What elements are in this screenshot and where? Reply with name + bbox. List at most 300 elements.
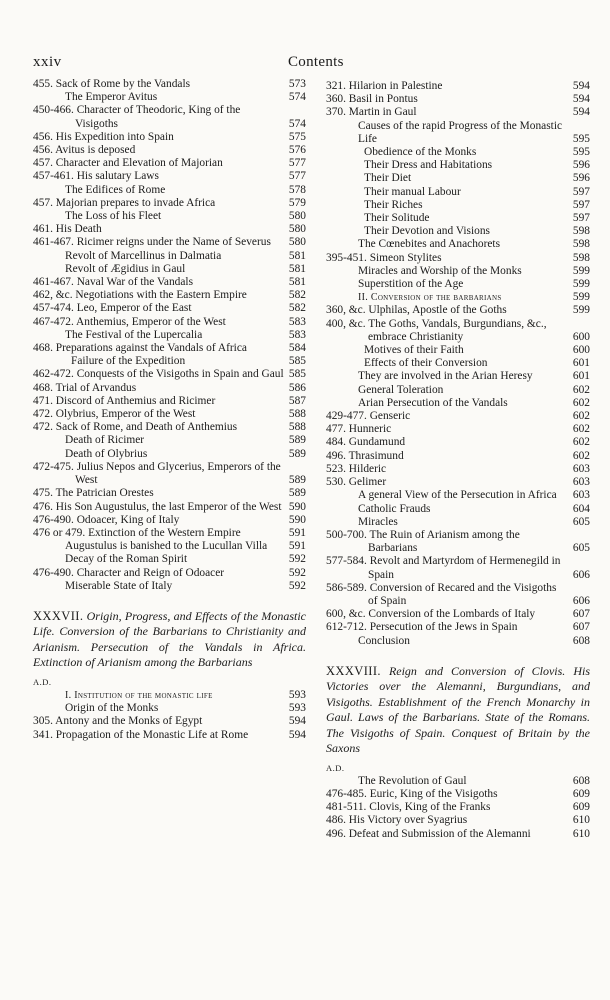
toc-entry-page: 598 xyxy=(572,238,590,251)
toc-entry-page: 600 xyxy=(572,330,590,343)
toc-entry-text xyxy=(33,342,306,355)
toc-entry-date: 484. xyxy=(326,436,346,449)
toc-entry-page: 603 xyxy=(572,489,590,502)
toc-entry-page: 599 xyxy=(572,291,590,304)
toc-entry-date: 472. xyxy=(33,421,53,434)
toc-entry-page: 610 xyxy=(572,827,590,840)
toc-entry-title: Preparations against the Vandals of Africa xyxy=(55,342,247,355)
toc-entry-text xyxy=(33,184,306,197)
toc-entry xyxy=(326,199,590,212)
toc-entry-date: 500-700. xyxy=(326,528,367,541)
toc-entry-page: 602 xyxy=(572,410,590,423)
toc-entry-date: 586-589. xyxy=(326,581,367,594)
toc-entry-page: 585 xyxy=(288,355,306,368)
toc-entry xyxy=(326,529,590,555)
toc-entry-date: 461-467. xyxy=(33,276,74,289)
toc-entry-date: 477. xyxy=(326,423,346,436)
toc-entry-text xyxy=(33,421,306,434)
toc-entry-text xyxy=(33,501,306,514)
toc-entry-page: 608 xyxy=(572,634,590,647)
toc-entry-page: 581 xyxy=(288,249,306,262)
toc-entry xyxy=(33,91,306,104)
toc-entry xyxy=(33,210,306,223)
toc-entry xyxy=(33,540,306,553)
toc-entry-text xyxy=(326,159,590,172)
toc-entry-page: 589 xyxy=(288,474,306,487)
toc-entry-text xyxy=(326,516,590,529)
toc-list-left xyxy=(33,78,306,593)
toc-entry-date: 400, &c. xyxy=(326,317,366,330)
toc-entry-title: The Loss of his Fleet xyxy=(65,210,162,223)
toc-entry xyxy=(33,157,306,170)
toc-entry-text xyxy=(33,382,306,395)
toc-entry-text xyxy=(326,106,590,119)
toc-entry-title: Olybrius, Emperor of the West xyxy=(55,408,196,421)
toc-entry-text xyxy=(326,775,590,788)
toc-entry-title: Gelimer xyxy=(348,476,387,489)
toc-entry-text xyxy=(326,318,590,344)
toc-entry-text xyxy=(33,689,306,702)
toc-entry xyxy=(326,555,590,581)
toc-entry-page: 590 xyxy=(288,513,306,526)
toc-entry-text xyxy=(33,487,306,500)
toc-entry-date: 341. xyxy=(33,728,53,741)
toc-entry-title: Hilarion in Palestine xyxy=(348,80,443,92)
toc-entry-date: 395-451. xyxy=(326,251,367,264)
toc-entry-title: Simeon Stylites xyxy=(369,251,442,264)
toc-entry-page: 605 xyxy=(572,542,590,555)
toc-entry-text xyxy=(326,410,590,423)
toc-entry xyxy=(326,159,590,172)
toc-entry xyxy=(33,289,306,302)
toc-entry-title: Decay of the Roman Spirit xyxy=(65,553,188,566)
toc-entry-title: Their manual Labour xyxy=(364,185,461,198)
toc-entry-date: 472. xyxy=(33,408,53,421)
toc-entry xyxy=(33,342,306,355)
toc-entry-text xyxy=(326,384,590,397)
toc-entry xyxy=(33,355,306,368)
toc-entry xyxy=(326,278,590,291)
toc-entry xyxy=(326,318,590,344)
toc-entry xyxy=(326,291,590,304)
toc-entry-date: 471. xyxy=(33,394,53,407)
toc-entry-page: 576 xyxy=(288,144,306,157)
toc-entry-date: 612-712. xyxy=(326,621,367,634)
toc-entry-text xyxy=(326,291,590,304)
toc-entry-text xyxy=(33,540,306,553)
toc-entry-page: 582 xyxy=(288,289,306,302)
toc-entry xyxy=(326,265,590,278)
toc-entry xyxy=(33,131,306,144)
toc-entry-page: 580 xyxy=(288,223,306,236)
toc-entry xyxy=(33,316,306,329)
right-column xyxy=(326,80,590,841)
toc-entry-page: 601 xyxy=(572,357,590,370)
toc-entry-text xyxy=(326,212,590,225)
toc-entry-text xyxy=(326,278,590,291)
toc-entry xyxy=(33,434,306,447)
toc-entry-text xyxy=(326,814,590,827)
toc-entry xyxy=(326,436,590,449)
toc-entry-page: 589 xyxy=(288,447,306,460)
toc-entry xyxy=(33,382,306,395)
toc-entry-page: 600 xyxy=(572,344,590,357)
toc-entry-page: 591 xyxy=(288,526,306,539)
toc-entry-text xyxy=(326,450,590,463)
toc-entry-text xyxy=(326,120,590,146)
toc-entry xyxy=(326,93,590,106)
toc-entry-text xyxy=(33,329,306,342)
toc-entry-title: His Expedition into Spain xyxy=(55,130,174,143)
toc-entry-title: Miracles and Worship of the Monks xyxy=(358,264,522,277)
toc-entry xyxy=(33,580,306,593)
toc-entry-page: 602 xyxy=(572,383,590,396)
toc-entry xyxy=(326,357,590,370)
toc-entry-text xyxy=(33,316,306,329)
toc-entry-text xyxy=(33,729,306,742)
toc-entry-title: The Edifices of Rome xyxy=(65,183,166,196)
toc-entry xyxy=(33,184,306,197)
toc-entry-page: 594 xyxy=(288,715,306,728)
toc-entry-text xyxy=(326,304,590,317)
toc-list-chapter-38 xyxy=(326,775,590,841)
toc-entry-page: 581 xyxy=(288,262,306,275)
toc-entry xyxy=(326,106,590,119)
toc-entry-title: Antony and the Monks of Egypt xyxy=(55,715,203,728)
toc-entry xyxy=(326,621,590,634)
toc-entry-title: Trial of Arvandus xyxy=(55,381,137,394)
toc-entry-title: Their Solitude xyxy=(364,212,430,225)
toc-entry-title: Propagation of the Monastic Life at Rome xyxy=(55,728,249,741)
toc-entry-title: His salutary Laws xyxy=(76,170,159,183)
toc-entry xyxy=(33,461,306,487)
toc-entry-title: Miserable State of Italy xyxy=(65,579,173,592)
toc-entry-text xyxy=(33,567,306,580)
toc-entry-page: 592 xyxy=(288,579,306,592)
toc-entry-title: Avitus is deposed xyxy=(55,144,136,157)
toc-entry-text xyxy=(326,489,590,502)
toc-entry-date: 370. xyxy=(326,106,346,119)
toc-entry xyxy=(33,702,306,715)
toc-entry xyxy=(326,828,590,841)
toc-entry xyxy=(33,715,306,728)
ad-label: A.D. xyxy=(33,676,52,687)
toc-entry-title: Conversion of Recared and the Visigoths of Spain xyxy=(368,581,557,607)
toc-entry-date: 481-511. xyxy=(326,801,367,814)
toc-entry-title: Majorian prepares to invade Africa xyxy=(55,196,216,209)
toc-entry-text xyxy=(326,357,590,370)
toc-entry-title: Augustulus is banished to the Lucullan Villa xyxy=(65,540,268,553)
toc-entry-title: Defeat and Submission of the Alemanni xyxy=(348,827,531,840)
toc-entry-page: 597 xyxy=(572,198,590,211)
toc-entry-text xyxy=(326,370,590,383)
toc-entry-page: 580 xyxy=(288,236,306,249)
toc-entry xyxy=(326,304,590,317)
toc-entry-text xyxy=(33,514,306,527)
toc-entry-page: 592 xyxy=(288,553,306,566)
toc-entry-text xyxy=(326,621,590,634)
toc-entry xyxy=(33,527,306,540)
toc-entry-text xyxy=(326,238,590,251)
toc-entry-text xyxy=(33,302,306,315)
toc-entry-page: 607 xyxy=(572,621,590,634)
toc-entry xyxy=(326,788,590,801)
toc-entry-title: Their Dress and Habitations xyxy=(364,159,493,172)
toc-entry-page: 594 xyxy=(572,106,590,119)
toc-entry-page: 588 xyxy=(288,421,306,434)
toc-entry-title: Odoacer, King of Italy xyxy=(76,513,180,526)
toc-entry xyxy=(33,368,306,381)
toc-entry-title: Revolt of Ægidius in Gaul xyxy=(65,262,186,275)
toc-entry-page: 591 xyxy=(288,540,306,553)
toc-entry-date: 321. xyxy=(326,80,346,92)
toc-entry-page: 598 xyxy=(572,251,590,264)
toc-entry-title: Martin in Gaul xyxy=(348,106,417,119)
toc-entry-page: 594 xyxy=(288,728,306,741)
toc-entry xyxy=(33,448,306,461)
toc-entry-text xyxy=(326,93,590,106)
toc-entry xyxy=(326,186,590,199)
toc-entry-text xyxy=(33,553,306,566)
toc-entry-page: 599 xyxy=(572,304,590,317)
toc-entry-title: Conversion of the Lombards of Italy xyxy=(368,608,536,621)
toc-entry-title: Causes of the rapid Progress of the Monastic Life xyxy=(358,119,563,145)
toc-entry-page: 606 xyxy=(572,594,590,607)
toc-entry-text xyxy=(326,344,590,357)
toc-entry-title: Julius Nepos and Glycerius, Emperors of the West xyxy=(75,460,281,487)
toc-entry-date: 496. xyxy=(326,827,346,840)
toc-entry xyxy=(326,450,590,463)
toc-entry xyxy=(33,302,306,315)
toc-entry-text xyxy=(33,104,306,130)
toc-entry-page: 588 xyxy=(288,408,306,421)
toc-entry-text xyxy=(326,436,590,449)
toc-entry-title: Revolt and Martyrdom of Hermenegild in Spain xyxy=(368,555,561,581)
toc-entry-text xyxy=(33,448,306,461)
toc-entry-text xyxy=(33,368,306,381)
toc-entry-text xyxy=(33,527,306,540)
toc-entry xyxy=(326,489,590,502)
toc-entry-date: 429-477. xyxy=(326,410,367,423)
toc-entry-page: 589 xyxy=(288,434,306,447)
toc-entry xyxy=(326,608,590,621)
toc-entry-text xyxy=(33,276,306,289)
toc-entry-page: 590 xyxy=(288,500,306,513)
toc-entry-title: The Ruin of Arianism among the Barbarians xyxy=(368,528,520,555)
toc-entry-page: 605 xyxy=(572,515,590,528)
toc-entry-title: Their Devotion and Visions xyxy=(364,225,490,238)
toc-entry-page: 578 xyxy=(288,183,306,196)
toc-entry-text xyxy=(326,225,590,238)
toc-entry xyxy=(33,729,306,742)
chapter-title: Origin, Progress, and Effects of the Monastic Life. Conversion of the Barbarians to Christianity and Arianism. Persecution of the Vandals in Africa. Extinction of Arianism among the Barbarians xyxy=(33,608,307,670)
toc-entry-title: The Cœnebites and Anachorets xyxy=(358,238,501,251)
toc-entry-date: 523. xyxy=(326,462,346,475)
toc-entry-text xyxy=(33,580,306,593)
toc-entry-date: 360, &c. xyxy=(326,304,366,317)
toc-entry-date: 457-474. xyxy=(33,302,74,315)
toc-entry-title: Catholic Frauds xyxy=(358,502,431,515)
toc-entry xyxy=(326,212,590,225)
toc-entry-page: 589 xyxy=(288,487,306,500)
toc-entry-date: 456. xyxy=(33,130,53,143)
toc-entry xyxy=(33,170,306,183)
toc-entry-title: Extinction of the Western Empire xyxy=(88,526,241,539)
toc-entry-text xyxy=(326,828,590,841)
toc-entry xyxy=(33,78,306,91)
toc-entry xyxy=(33,501,306,514)
toc-entry-text xyxy=(326,80,590,93)
toc-entry-text xyxy=(33,223,306,236)
toc-entry-page: 575 xyxy=(288,130,306,143)
toc-entry-page: 583 xyxy=(288,315,306,328)
toc-entry xyxy=(33,689,306,702)
toc-list-right xyxy=(326,80,590,648)
toc-entry-date: 476-490. xyxy=(33,566,74,579)
toc-entry xyxy=(326,635,590,648)
toc-entry-page: 597 xyxy=(572,212,590,225)
toc-entry-title: The Festival of the Lupercalia xyxy=(65,328,203,341)
toc-entry-title: Miracles xyxy=(358,515,398,528)
toc-entry-title: Thrasimund xyxy=(348,449,404,462)
toc-entry xyxy=(33,421,306,434)
toc-entry-text xyxy=(33,170,306,183)
toc-entry-title: Negotiations with the Eastern Empire xyxy=(75,289,247,302)
toc-entry-text xyxy=(33,250,306,263)
toc-entry-date: 486. xyxy=(326,814,346,827)
toc-entry-text xyxy=(33,263,306,276)
toc-entry-title: The Emperor Avitus xyxy=(65,91,158,104)
toc-entry xyxy=(33,263,306,276)
toc-entry-date: 461. xyxy=(33,223,53,236)
toc-entry-title: Revolt of Marcellinus in Dalmatia xyxy=(65,249,222,262)
toc-entry-title: Motives of their Faith xyxy=(364,344,464,357)
chapter-numeral: XXXVIII. xyxy=(326,663,381,678)
toc-entry-page: 609 xyxy=(572,801,590,814)
ad-label: A.D. xyxy=(326,762,345,773)
toc-entry xyxy=(326,582,590,608)
toc-entry xyxy=(326,516,590,529)
toc-entry-text xyxy=(326,608,590,621)
toc-entry-title: I. Institution of the monastic life xyxy=(65,689,213,701)
toc-entry-title: Anthemius, Emperor of the West xyxy=(76,315,226,328)
toc-entry-page: 602 xyxy=(572,449,590,462)
toc-entry-text xyxy=(326,265,590,278)
toc-entry-text xyxy=(326,529,590,555)
toc-entry-title: Ulphilas, Apostle of the Goths xyxy=(368,304,507,317)
toc-entry-page: 583 xyxy=(288,328,306,341)
toc-entry xyxy=(33,236,306,249)
chapter-37-heading xyxy=(33,609,306,671)
toc-entry-text xyxy=(33,157,306,170)
toc-entry-text xyxy=(326,582,590,608)
toc-entry-text xyxy=(33,289,306,302)
toc-entry xyxy=(33,408,306,421)
toc-entry xyxy=(326,463,590,476)
toc-entry-title: They are involved in the Arian Heresy xyxy=(358,370,533,383)
toc-entry-title: Conquests of the Visigoths in Spain and Gaul xyxy=(76,368,284,381)
toc-entry-title: His Death xyxy=(55,223,102,236)
left-column xyxy=(33,78,306,742)
toc-entry xyxy=(33,567,306,580)
toc-entry-page: 598 xyxy=(572,225,590,238)
toc-entry-date: 467-472. xyxy=(33,315,74,328)
toc-entry-text xyxy=(33,461,306,487)
toc-entry-text xyxy=(33,702,306,715)
toc-entry-title: Character and Elevation of Majorian xyxy=(55,157,223,170)
toc-entry-date: 456. xyxy=(33,144,53,157)
toc-entry-title: Their Riches xyxy=(364,198,423,211)
toc-list-chapter-37 xyxy=(33,689,306,742)
toc-entry xyxy=(326,384,590,397)
toc-entry xyxy=(326,146,590,159)
toc-entry xyxy=(326,397,590,410)
toc-entry-title: Sack of Rome, and Death of Anthemius xyxy=(55,421,238,434)
toc-entry-title: Euric, King of the Visigoths xyxy=(369,787,498,800)
toc-entry-text xyxy=(33,210,306,223)
toc-entry-page: 607 xyxy=(572,608,590,621)
toc-entry-date: 457. xyxy=(33,196,53,209)
toc-entry-date: 468. xyxy=(33,342,53,355)
toc-entry-page: 602 xyxy=(572,423,590,436)
toc-entry-page: 574 xyxy=(288,91,306,104)
toc-entry-text xyxy=(326,186,590,199)
toc-entry xyxy=(326,120,590,146)
toc-entry-title: Effects of their Conversion xyxy=(364,357,488,370)
toc-entry-date: 461-467. xyxy=(33,236,74,249)
toc-entry-text xyxy=(326,199,590,212)
toc-entry xyxy=(33,276,306,289)
toc-entry-text xyxy=(33,236,306,249)
toc-entry-page: 599 xyxy=(572,278,590,291)
toc-entry-date: 496. xyxy=(326,449,346,462)
toc-entry-date: 530. xyxy=(326,476,346,489)
toc-entry-text xyxy=(33,197,306,210)
toc-entry-title: General Toleration xyxy=(358,383,444,396)
toc-entry xyxy=(326,225,590,238)
toc-entry-page: 595 xyxy=(572,132,590,145)
toc-entry xyxy=(33,553,306,566)
toc-entry-page: 609 xyxy=(572,787,590,800)
toc-entry-page: 594 xyxy=(572,93,590,106)
toc-entry-title: Ricimer reigns under the Name of Severus xyxy=(76,236,271,249)
toc-entry-text xyxy=(33,395,306,408)
toc-entry-text xyxy=(326,463,590,476)
toc-entry-text xyxy=(33,408,306,421)
toc-entry-date: 360. xyxy=(326,93,346,106)
toc-entry-page: 601 xyxy=(572,370,590,383)
toc-entry-text xyxy=(33,355,306,368)
toc-entry-page: 586 xyxy=(288,381,306,394)
toc-entry-title: Origin of the Monks xyxy=(65,702,159,715)
toc-entry-title: The Patrician Orestes xyxy=(55,487,154,500)
toc-entry xyxy=(326,370,590,383)
toc-entry-page: 574 xyxy=(288,117,306,130)
toc-entry-page: 584 xyxy=(288,342,306,355)
toc-entry-title: The Revolution of Gaul xyxy=(358,774,467,787)
toc-entry-page: 602 xyxy=(572,396,590,409)
toc-entry xyxy=(33,395,306,408)
toc-entry-title: Clovis, King of the Franks xyxy=(369,801,491,814)
toc-entry-title: His Victory over Syagrius xyxy=(348,814,468,827)
toc-entry-text xyxy=(326,555,590,581)
toc-entry-page: 580 xyxy=(288,210,306,223)
chapter-title: Reign and Conversion of Clovis. His Victories over the Alemanni, Burgundians, and Visigoths. Establishment of the French Monarchy in Gaul. Laws of the Barbarians. State of the Romans. The Visigoths of Spain. Conquest of Britain by the Saxons xyxy=(326,663,590,756)
toc-entry-title: Death of Olybrius xyxy=(65,447,148,460)
toc-entry-page: 596 xyxy=(572,159,590,172)
chapter-numeral: XXXVII. xyxy=(33,608,84,623)
toc-entry-text xyxy=(326,252,590,265)
